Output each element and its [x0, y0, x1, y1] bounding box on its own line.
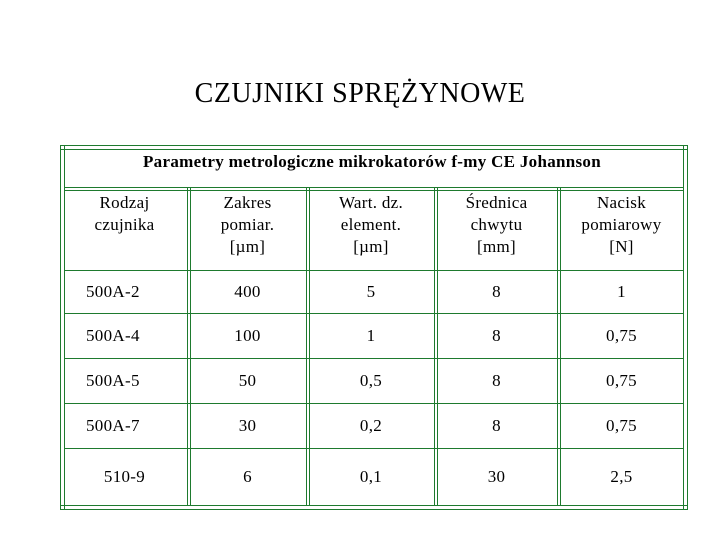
column-header: Średnica: [465, 193, 528, 212]
column-header: [µm]: [229, 237, 266, 256]
grid-line-h: [64, 187, 684, 188]
table-cell: 500A-4: [86, 325, 140, 345]
grid-line-v: [434, 187, 435, 505]
column-header: Wart. dz.: [338, 193, 404, 212]
table-cell: 0,5: [359, 370, 383, 390]
column-header: pomiarowy: [581, 215, 662, 234]
grid-line-v: [187, 187, 188, 505]
table-cell: 500A-5: [86, 370, 140, 390]
column-header: pomiar.: [220, 215, 275, 234]
table-cell: 8: [492, 370, 501, 390]
column-header: chwytu: [470, 215, 523, 234]
grid-line-h: [64, 190, 684, 191]
grid-line-h: [64, 403, 684, 404]
table-cell: 50: [238, 370, 257, 390]
table-cell: 1: [366, 325, 376, 345]
column-header: Nacisk: [596, 193, 646, 212]
grid-line-h: [64, 313, 684, 314]
table-cell: 30: [487, 466, 506, 486]
column-header: [µm]: [353, 237, 389, 256]
page-title: CZUJNIKI SPRĘŻYNOWE: [194, 78, 526, 109]
table-cell: 500A-2: [86, 281, 140, 301]
column-header: czujnika: [94, 215, 155, 234]
table-cell: 8: [492, 281, 501, 301]
table-cell: 6: [243, 466, 252, 486]
table-cell: 5: [366, 281, 376, 301]
grid-line-h: [64, 448, 684, 449]
grid-line-h: [64, 270, 684, 271]
grid-line-h: [64, 358, 684, 359]
column-header: Zakres: [223, 193, 272, 212]
table-caption: Parametry metrologiczne mikrokatorów f-my CE Johannson: [143, 152, 601, 171]
grid-line-v: [306, 187, 307, 505]
table-cell: 1: [617, 281, 626, 301]
table-cell: 0,1: [359, 466, 383, 486]
table-cell: 0,75: [606, 415, 637, 435]
grid-line-h: [60, 145, 687, 146]
column-header: Rodzaj: [99, 193, 150, 212]
grid-line-h: [60, 509, 687, 510]
column-header: element.: [340, 215, 402, 234]
table-cell: 500A-7: [86, 415, 140, 435]
grid-line-h: [60, 149, 687, 150]
table-cell: 400: [234, 281, 261, 301]
grid-line-v: [687, 145, 688, 510]
grid-line-v: [60, 145, 61, 510]
table-cell: 510-9: [103, 466, 146, 486]
table-cell: 0,75: [606, 370, 637, 390]
grid-line-v: [683, 145, 684, 510]
table-cell: 8: [492, 325, 501, 345]
table-cell: 2,5: [610, 466, 633, 486]
table-cell: 8: [492, 415, 501, 435]
table-cell: 100: [234, 325, 261, 345]
grid-line-v: [557, 187, 558, 505]
table-cell: 0,75: [606, 325, 637, 345]
column-header: [mm]: [477, 237, 516, 256]
grid-line-h: [60, 505, 687, 506]
table-cell: 0,2: [359, 415, 383, 435]
column-header: [N]: [609, 237, 634, 256]
table-cell: 30: [238, 415, 257, 435]
